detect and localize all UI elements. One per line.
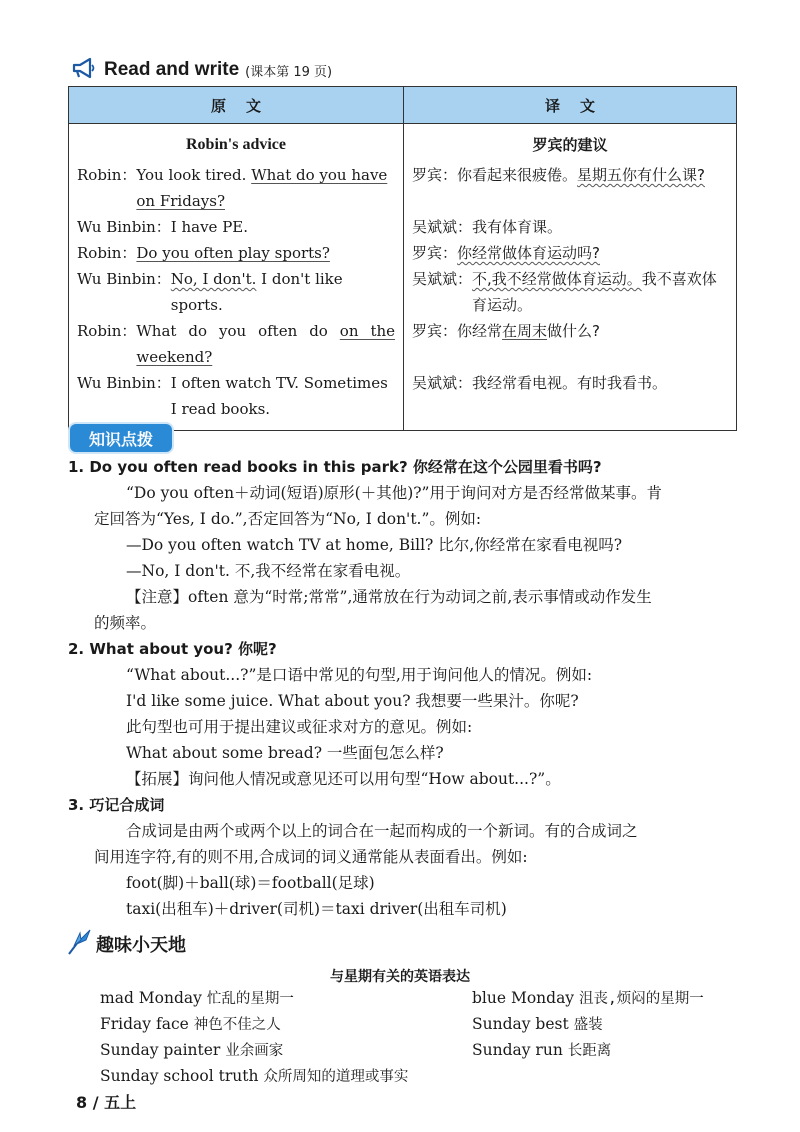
expression: Sunday painter 业余画家 [100, 1041, 284, 1059]
expression: mad Monday 忙乱的星期一 [100, 989, 294, 1007]
line-text: I have PE. [170, 218, 249, 236]
knowledge-badge: 知识点拨 [70, 424, 172, 452]
column-original: 原文 [69, 87, 404, 124]
point-2-text: “What about...?”是口语中常见的句型,用于询问他人的情况。例如: [126, 666, 593, 684]
speaker: 罗宾： [412, 322, 458, 340]
point-1-title: 1. Do you often read books in this park? 你经常在这个公园里看书吗? [68, 458, 602, 476]
dialog-line [77, 266, 395, 318]
column-translation: 译文 [404, 87, 737, 124]
speaker: Robin： [77, 244, 137, 262]
speaker: 罗宾： [412, 244, 458, 262]
point-1-text: 定回答为“Yes, I do.”,否定回答为“No, I don't.”。例如: [94, 510, 482, 528]
dialog-line [77, 214, 395, 240]
line-text: 你经常在周末做什么? [457, 322, 601, 340]
speaker: 罗宾： [412, 166, 458, 184]
speaker: Robin： [77, 166, 137, 184]
dialog-line [412, 214, 728, 240]
dialog-line [77, 318, 395, 370]
dialog-line [412, 240, 728, 266]
grade-label: 五上 [104, 1093, 137, 1112]
point-1-example: —Do you often watch TV at home, Bill? 比尔,你经常在家看电视吗? [126, 536, 623, 554]
section-note: (课本第 19 页) [245, 64, 333, 80]
expression-list [100, 986, 760, 1090]
feather-icon [66, 928, 92, 960]
expression-row [100, 986, 760, 1012]
dialog-table [68, 86, 737, 431]
knowledge-points [68, 454, 748, 922]
speaker: Wu Binbin： [77, 218, 171, 236]
fun-corner-subtitle: 与星期有关的英语表达 [330, 969, 470, 985]
point-2-example: What about some bread? 一些面包怎么样? [126, 744, 444, 762]
expression-row [100, 1064, 760, 1090]
point-1-example: —No, I don't. 不,我不经常在家看电视。 [126, 562, 411, 580]
speaker: 吴斌斌： [412, 374, 473, 392]
expression: Sunday best 盛装 [472, 1015, 603, 1033]
separator: / [87, 1093, 105, 1112]
line-text: 不,我不经常做体育运动。我不喜欢体育运动。 [472, 270, 717, 314]
line-text: 你看起来很疲倦。星期五你有什么课? [457, 166, 705, 184]
speaker: Wu Binbin： [77, 270, 171, 288]
point-2-extension: 【拓展】询问他人情况或意见还可以用句型“How about...?”。 [126, 770, 561, 788]
speaker: 吴斌斌： [412, 270, 473, 288]
caption-en: Robin's advice [185, 136, 286, 153]
point-1-text: “Do you often＋动词(短语)原形(＋其他)?”用于询问对方是否经常做某事。肯 [126, 484, 662, 502]
point-2-title: 2. What about you? 你呢? [68, 640, 277, 658]
section-title: Read and write [104, 59, 240, 80]
dialog-line [77, 162, 395, 214]
fun-corner-header [66, 928, 186, 960]
expression: blue Monday 沮丧,烦闷的星期一 [472, 989, 704, 1007]
section-header [72, 56, 332, 84]
line-text: You look tired. What do you have on Fridays? [136, 166, 388, 210]
megaphone-icon [72, 57, 96, 83]
line-text: I often watch TV. Sometimes I read books. [170, 374, 388, 418]
caption-zh: 罗宾的建议 [532, 136, 608, 154]
expression: Friday face 神色不佳之人 [100, 1015, 281, 1033]
line-text: 你经常做体育运动吗? [457, 244, 600, 262]
original-text [69, 124, 404, 431]
speaker: Wu Binbin： [77, 374, 171, 392]
page-number: 8 [76, 1093, 88, 1112]
line-text: What do you often do on the weekend? [136, 322, 396, 366]
line-text: 我经常看电视。有时我看书。 [472, 374, 668, 392]
expression: Sunday school truth 众所周知的道理或事实 [100, 1067, 409, 1085]
dialog-line [77, 370, 395, 422]
speaker: 吴斌斌： [412, 218, 473, 236]
point-3-text: 间用连字符,有的则不用,合成词的词义通常能从表面看出。例如: [94, 848, 528, 866]
point-2-text: 此句型也可用于提出建议或征求对方的意见。例如: [126, 718, 473, 736]
fun-corner-title: 趣味小天地 [96, 935, 186, 956]
expression-row [100, 1038, 760, 1064]
dialog-line [412, 162, 728, 214]
line-text: 我有体育课。 [472, 218, 563, 236]
dialog-line [412, 266, 728, 318]
point-3-example: foot(脚)＋ball(球)＝football(足球) [126, 874, 375, 892]
page-footer [76, 1090, 136, 1113]
point-3-example: taxi(出租车)＋driver(司机)＝taxi driver(出租车司机) [126, 900, 507, 918]
line-text: Do you often play sports? [136, 244, 330, 262]
line-text: No, I don't. I don't like sports. [170, 270, 343, 314]
point-1-note: 的频率。 [94, 614, 157, 632]
dialog-line [77, 240, 395, 266]
dialog-line [412, 370, 728, 422]
dialog-line [412, 318, 728, 370]
point-2-example: I'd like some juice. What about you? 我想要一些果汁。你呢? [126, 692, 579, 710]
point-1-note: 【注意】often 意为“时常;常常”,通常放在行为动词之前,表示事情或动作发生 [126, 588, 652, 606]
expression: Sunday run 长距离 [472, 1041, 612, 1059]
translation-text [404, 124, 737, 431]
speaker: Robin： [77, 322, 137, 340]
point-3-text: 合成词是由两个或两个以上的词合在一起而构成的一个新词。有的合成词之 [126, 822, 638, 840]
point-3-title: 3. 巧记合成词 [68, 796, 165, 814]
expression-row [100, 1012, 760, 1038]
